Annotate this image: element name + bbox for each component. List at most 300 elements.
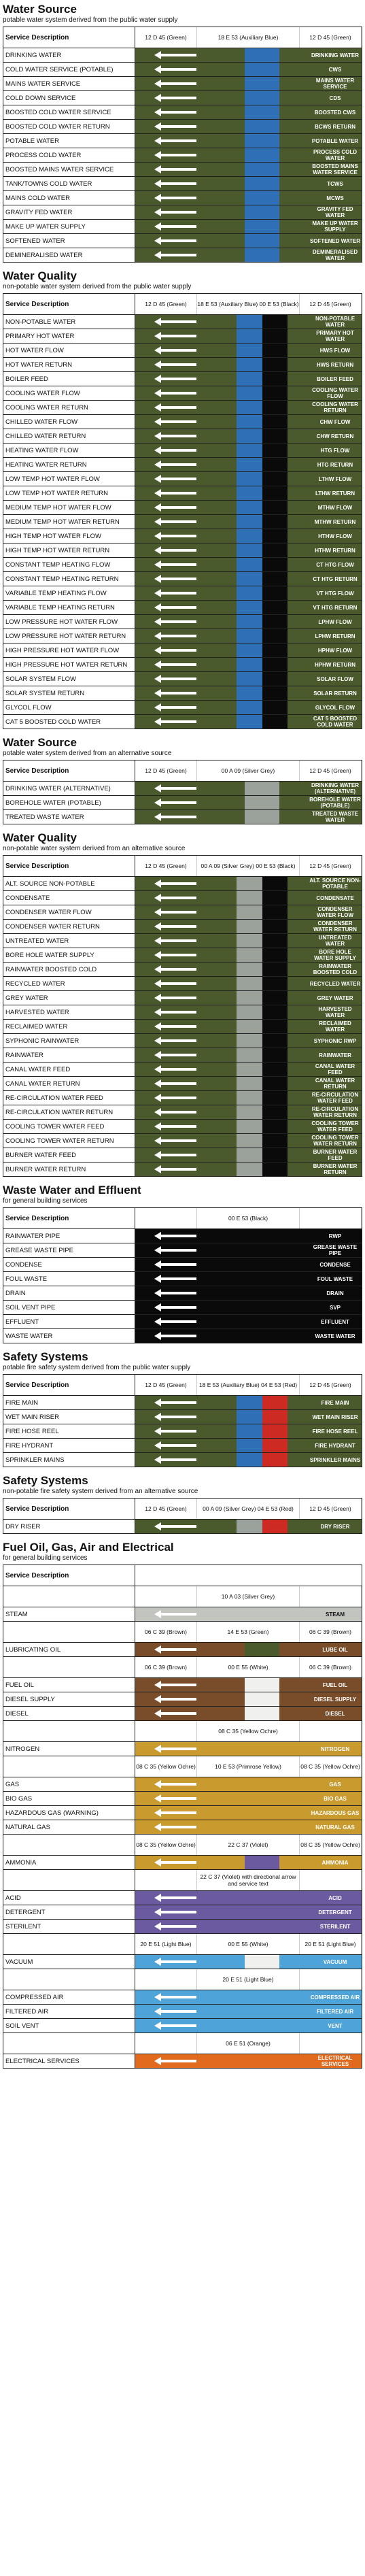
table-row	[3, 2005, 362, 2019]
table-row	[3, 458, 362, 472]
marker-label: CT HTG RETURN	[309, 572, 362, 586]
service-description: FILTERED AIR	[3, 2005, 135, 2019]
section	[0, 1474, 365, 1538]
colour-stripe	[215, 905, 237, 919]
marker-band	[135, 963, 362, 976]
colour-stripe	[262, 386, 288, 400]
table-row	[3, 1806, 362, 1820]
pipe-marker	[135, 358, 362, 372]
arrow-icon	[154, 1303, 161, 1311]
pipe-marker	[135, 1229, 362, 1243]
pipe-marker	[135, 558, 362, 572]
colour-stripe	[215, 782, 245, 795]
pipe-marker	[135, 1607, 362, 1622]
colour-stripe	[262, 572, 288, 586]
marker-band	[135, 1034, 362, 1048]
marker-label: FOUL WASTE	[309, 1272, 362, 1286]
table-header	[3, 1208, 362, 1229]
marker-band	[135, 2005, 362, 2018]
colour-stripe	[237, 1148, 262, 1162]
colour-stripe	[215, 415, 237, 429]
pipe-marker	[135, 1920, 362, 1934]
table-row	[3, 415, 362, 429]
arrow-icon	[154, 1709, 161, 1718]
marker-label: NITROGEN	[309, 1742, 362, 1756]
marker-band	[135, 810, 362, 824]
table-row	[3, 1063, 362, 1077]
group-header	[3, 1721, 362, 1742]
colour-stripe	[215, 315, 237, 329]
marker-band	[135, 643, 362, 657]
table-row	[3, 934, 362, 948]
colour-stripe	[215, 120, 245, 133]
marker-band	[135, 1905, 362, 1919]
marker-band	[135, 105, 362, 119]
colour-stripe	[288, 1424, 309, 1438]
arrow-zone	[135, 1243, 215, 1257]
colour-band	[215, 1162, 309, 1176]
arrow-zone	[135, 615, 215, 629]
marker-label: DRY RISER	[309, 1520, 362, 1533]
colour-stripe	[262, 920, 288, 933]
arrow-shaft	[161, 349, 196, 352]
marker-band	[135, 905, 362, 919]
service-description: HIGH TEMP HOT WATER FLOW	[3, 529, 135, 543]
table-row	[3, 329, 362, 344]
service-description: DIESEL	[3, 1707, 135, 1721]
marker-band	[135, 782, 362, 795]
table-row	[3, 1301, 362, 1315]
colour-stripe	[237, 629, 262, 643]
service-description: BURNER WATER FEED	[3, 1148, 135, 1162]
colour-stripe	[288, 472, 309, 486]
arrow-shaft	[161, 82, 196, 85]
colour-stripe	[288, 1410, 309, 1424]
arrow-zone	[135, 1920, 215, 1933]
arrow-zone	[135, 810, 215, 824]
section-title: Water Quality	[3, 269, 77, 282]
header-colour-code: 00 A 09 (Silver Grey) 00 E 53 (Black)	[197, 856, 300, 876]
marker-label: BOREHOLE WATER (POTABLE)	[309, 797, 361, 809]
colour-stripe	[262, 1453, 288, 1467]
colour-stripe	[237, 672, 262, 686]
table-row	[3, 572, 362, 586]
colour-stripe	[237, 586, 262, 600]
colour-stripe	[245, 1820, 279, 1834]
colour-band	[215, 1105, 309, 1119]
colour-stripe	[215, 658, 237, 671]
pipe-marker	[135, 796, 362, 810]
service-description: HEATING WATER FLOW	[3, 444, 135, 458]
colour-stripe	[215, 2005, 309, 2018]
header-colour-code: 08 C 35 (Yellow Ochre)	[197, 1721, 300, 1741]
marker-band	[135, 920, 362, 933]
table-row	[3, 1439, 362, 1453]
marker-band	[135, 372, 362, 386]
colour-stripe	[245, 134, 279, 148]
marker-label: COOLING WATER RETURN	[309, 401, 362, 414]
pipe-marker	[135, 672, 362, 686]
pipe-marker	[135, 220, 362, 234]
arrow-shaft	[161, 549, 196, 552]
pipe-table	[3, 1498, 362, 1534]
table-row	[3, 1692, 362, 1707]
table-row	[3, 472, 362, 486]
arrow-zone	[135, 91, 215, 105]
colour-band	[215, 220, 309, 233]
colour-stripe	[288, 920, 309, 933]
colour-stripe	[215, 672, 237, 686]
colour-stripe	[279, 163, 309, 176]
arrow-shaft	[161, 1401, 196, 1404]
colour-stripe	[288, 572, 309, 586]
arrow-zone	[135, 248, 215, 262]
colour-stripe	[215, 963, 237, 976]
marker-band	[135, 701, 362, 714]
pipe-marker	[135, 1091, 362, 1105]
arrow-icon	[154, 503, 161, 512]
table-row	[3, 1243, 362, 1258]
colour-stripe	[237, 1063, 262, 1076]
arrow-shaft	[161, 1111, 196, 1114]
colour-band	[215, 948, 309, 962]
marker-label: COOLING TOWER WATER FEED	[309, 1120, 362, 1133]
marker-band	[135, 686, 362, 700]
service-description: BIO GAS	[3, 1792, 135, 1806]
service-description: HIGH TEMP HOT WATER RETURN	[3, 543, 135, 558]
arrow-icon	[154, 1645, 161, 1654]
arrow-icon	[154, 718, 161, 726]
marker-band	[135, 1678, 362, 1692]
colour-stripe	[237, 1439, 262, 1452]
colour-stripe	[288, 1396, 309, 1409]
header-colour-code: 14 E 53 (Green)	[197, 1622, 300, 1642]
table-row	[3, 205, 362, 220]
arrow-shaft	[161, 320, 196, 323]
service-description: GREY WATER	[3, 991, 135, 1005]
header-colour-code: 12 D 45 (Green)	[135, 27, 197, 48]
colour-stripe	[237, 601, 262, 614]
table-row	[3, 1077, 362, 1091]
arrow-icon	[154, 151, 161, 159]
arrow-zone	[135, 1105, 215, 1119]
marker-band	[135, 1258, 362, 1271]
service-description: NITROGEN	[3, 1742, 135, 1756]
group-colour-codes	[135, 1835, 362, 1856]
colour-band	[215, 1048, 309, 1062]
pipe-marker	[135, 586, 362, 601]
colour-stripe	[215, 543, 237, 557]
colour-stripe	[262, 1520, 288, 1533]
pipe-marker	[135, 920, 362, 934]
marker-label: COOLING TOWER WATER RETURN	[309, 1134, 362, 1148]
arrow-zone	[135, 601, 215, 614]
colour-band	[215, 472, 309, 486]
header-colour-grid	[135, 1375, 362, 1395]
service-description: NON-POTABLE WATER	[3, 315, 135, 329]
colour-stripe	[288, 401, 309, 414]
arrow-shaft	[161, 197, 196, 199]
header-colours	[135, 294, 362, 315]
colour-stripe	[215, 486, 237, 500]
table-row	[3, 486, 362, 501]
marker-label: RECLAIMED WATER	[309, 1020, 362, 1033]
colour-stripe	[279, 105, 309, 119]
colour-band	[215, 1034, 309, 1048]
marker-band	[135, 1439, 362, 1452]
service-description: CONDENSATE	[3, 891, 135, 905]
arrow-icon	[154, 784, 161, 792]
group-header-blank	[3, 1586, 135, 1607]
arrow-shaft	[161, 620, 196, 623]
marker-band	[135, 1453, 362, 1467]
table-row	[3, 315, 362, 329]
arrow-shaft	[161, 2010, 196, 2013]
table-row	[3, 134, 362, 148]
marker-band	[135, 501, 362, 514]
colour-stripe	[215, 1148, 237, 1162]
colour-stripe	[262, 401, 288, 414]
arrow-zone	[135, 529, 215, 543]
arrow-shaft	[161, 1525, 196, 1528]
colour-stripe	[215, 1329, 309, 1343]
marker-band	[135, 586, 362, 600]
colour-band	[215, 77, 309, 90]
arrow-shaft	[161, 211, 196, 214]
header-colours	[135, 1208, 362, 1229]
arrow-zone	[135, 1148, 215, 1162]
colour-band	[215, 486, 309, 500]
pipe-marker	[135, 1643, 362, 1657]
pipe-marker	[135, 444, 362, 458]
table-row	[3, 1424, 362, 1439]
colour-band	[215, 1091, 309, 1105]
service-description: SOFTENED WATER	[3, 234, 135, 248]
colour-stripe	[262, 672, 288, 686]
marker-label: STEAM	[309, 1607, 362, 1621]
service-description: DRAIN	[3, 1286, 135, 1301]
pipe-marker	[135, 629, 362, 643]
arrow-shaft	[161, 406, 196, 409]
colour-stripe	[237, 905, 262, 919]
header-colour-code: 20 E 51 (Light Blue)	[197, 1969, 300, 1990]
arrow-zone	[135, 1820, 215, 1834]
colour-stripe	[215, 358, 237, 371]
pipe-marker	[135, 1856, 362, 1870]
arrow-icon	[154, 1894, 161, 1902]
colour-stripe	[215, 1091, 237, 1105]
colour-stripe	[237, 501, 262, 514]
pipe-marker	[135, 91, 362, 105]
table-row	[3, 191, 362, 205]
arrow-icon	[154, 1275, 161, 1283]
arrow-zone	[135, 948, 215, 962]
colour-band	[215, 2019, 309, 2033]
table-row	[3, 120, 362, 134]
colour-band	[215, 401, 309, 414]
colour-stripe	[262, 1148, 288, 1162]
service-description: EFFLUENT	[3, 1315, 135, 1329]
header-colour-code: 06 C 39 (Brown)	[300, 1622, 362, 1642]
arrow-shaft	[161, 1712, 196, 1715]
service-description: RAINWATER	[3, 1048, 135, 1063]
colour-band	[215, 1707, 309, 1720]
marker-label: MTHW FLOW	[309, 501, 362, 514]
colour-stripe	[262, 558, 288, 571]
header-colours	[135, 1565, 362, 1586]
colour-stripe	[288, 991, 309, 1005]
colour-band	[215, 796, 309, 809]
arrow-zone	[135, 1678, 215, 1692]
colour-stripe	[288, 658, 309, 671]
arrow-shaft	[161, 378, 196, 380]
group-colour-codes	[135, 1756, 362, 1777]
colour-stripe	[215, 458, 237, 471]
arrow-icon	[154, 1958, 161, 1966]
pipe-marker	[135, 1005, 362, 1020]
pipe-marker	[135, 1148, 362, 1162]
arrow-zone	[135, 486, 215, 500]
section	[0, 269, 365, 733]
marker-label: DEMINERALISED WATER	[309, 248, 362, 262]
service-description: RAINWATER PIPE	[3, 1229, 135, 1243]
colour-band	[215, 1286, 309, 1300]
colour-band	[215, 1272, 309, 1286]
arrow-shaft	[161, 1068, 196, 1071]
colour-stripe	[288, 1439, 309, 1452]
table-row	[3, 1396, 362, 1410]
colour-stripe	[279, 248, 309, 262]
service-description: SPRINKLER MAINS	[3, 1453, 135, 1467]
colour-stripe	[215, 810, 245, 824]
colour-stripe	[237, 415, 262, 429]
colour-stripe	[237, 1396, 262, 1409]
arrow-shaft	[161, 706, 196, 709]
colour-stripe	[215, 1134, 237, 1148]
colour-stripe	[288, 934, 309, 948]
colour-stripe	[279, 1856, 309, 1869]
colour-stripe	[215, 572, 237, 586]
marker-label: CONDENSER WATER RETURN	[309, 920, 362, 933]
colour-stripe	[288, 1453, 309, 1467]
colour-stripe	[237, 643, 262, 657]
table-row	[3, 91, 362, 105]
arrow-zone	[135, 148, 215, 162]
page	[0, 3, 365, 2073]
header-colour-code: 22 C 37 (Violet) with directional arrow and service text	[197, 1870, 300, 1890]
service-description: SYPHONIC RAINWATER	[3, 1034, 135, 1048]
header-colour-code: 12 D 45 (Green)	[135, 1375, 197, 1395]
arrow-icon	[154, 65, 161, 73]
service-description: BOILER FEED	[3, 372, 135, 386]
colour-stripe	[237, 386, 262, 400]
arrow-zone	[135, 715, 215, 729]
pipe-marker	[135, 543, 362, 558]
marker-band	[135, 715, 362, 729]
header-colour-code: 12 D 45 (Green)	[300, 1499, 362, 1519]
colour-band	[215, 558, 309, 571]
marker-band	[135, 558, 362, 571]
pipe-marker	[135, 191, 362, 205]
pipe-marker	[135, 415, 362, 429]
colour-stripe	[262, 501, 288, 514]
marker-label: DRINKING WATER	[309, 48, 362, 62]
colour-band	[215, 572, 309, 586]
marker-band	[135, 543, 362, 557]
header-colours	[135, 1499, 362, 1520]
marker-label: BCWS RETURN	[309, 120, 362, 133]
marker-band	[135, 48, 362, 62]
colour-stripe	[262, 977, 288, 990]
arrow-icon	[154, 1399, 161, 1407]
service-description: AMMONIA	[3, 1856, 135, 1870]
pipe-marker	[135, 1272, 362, 1286]
header-colour-code	[300, 1721, 362, 1741]
colour-stripe	[279, 63, 309, 76]
colour-stripe	[215, 48, 245, 62]
colour-stripe	[288, 1120, 309, 1133]
section	[0, 736, 365, 829]
arrow-zone	[135, 444, 215, 457]
colour-stripe	[215, 558, 237, 571]
colour-stripe	[288, 1148, 309, 1162]
header-colour-code	[135, 2033, 197, 2054]
colour-band	[215, 344, 309, 357]
colour-stripe	[262, 315, 288, 329]
colour-stripe	[215, 344, 237, 357]
section	[0, 3, 365, 267]
marker-label: POTABLE WATER	[309, 134, 362, 148]
arrow-zone	[135, 501, 215, 514]
arrow-zone	[135, 1905, 215, 1919]
group-header	[3, 1586, 362, 1607]
header-colours	[135, 1375, 362, 1396]
colour-stripe	[237, 543, 262, 557]
table-header	[3, 1375, 362, 1396]
colour-band	[215, 515, 309, 529]
marker-band	[135, 1920, 362, 1933]
header-colour-code	[300, 1208, 362, 1228]
colour-stripe	[215, 444, 237, 457]
colour-stripe	[288, 501, 309, 514]
pipe-marker	[135, 2019, 362, 2033]
marker-band	[135, 234, 362, 248]
colour-stripe	[237, 934, 262, 948]
marker-band	[135, 934, 362, 948]
arrow-icon	[154, 389, 161, 397]
colour-stripe	[262, 1077, 288, 1090]
table-row	[3, 701, 362, 715]
service-description: HAZARDOUS GAS (WARNING)	[3, 1806, 135, 1820]
pipe-marker	[135, 715, 362, 729]
header-colour-code: 06 C 39 (Brown)	[135, 1622, 197, 1642]
colour-band	[215, 1410, 309, 1424]
service-description: GRAVITY FED WATER	[3, 205, 135, 220]
table-row	[3, 1905, 362, 1920]
pipe-marker	[135, 686, 362, 701]
arrow-zone	[135, 415, 215, 429]
marker-band	[135, 134, 362, 148]
marker-label: CONDENSER WATER FLOW	[309, 905, 362, 919]
group-header-blank	[3, 1657, 135, 1678]
colour-band	[215, 601, 309, 614]
arrow-zone	[135, 48, 215, 62]
header-colour-code: 08 C 35 (Yellow Ochre)	[135, 1756, 197, 1777]
colour-stripe	[237, 472, 262, 486]
arrow-shaft	[161, 1168, 196, 1171]
header-colour-code: 00 E 55 (White)	[197, 1934, 300, 1954]
marker-band	[135, 401, 362, 414]
